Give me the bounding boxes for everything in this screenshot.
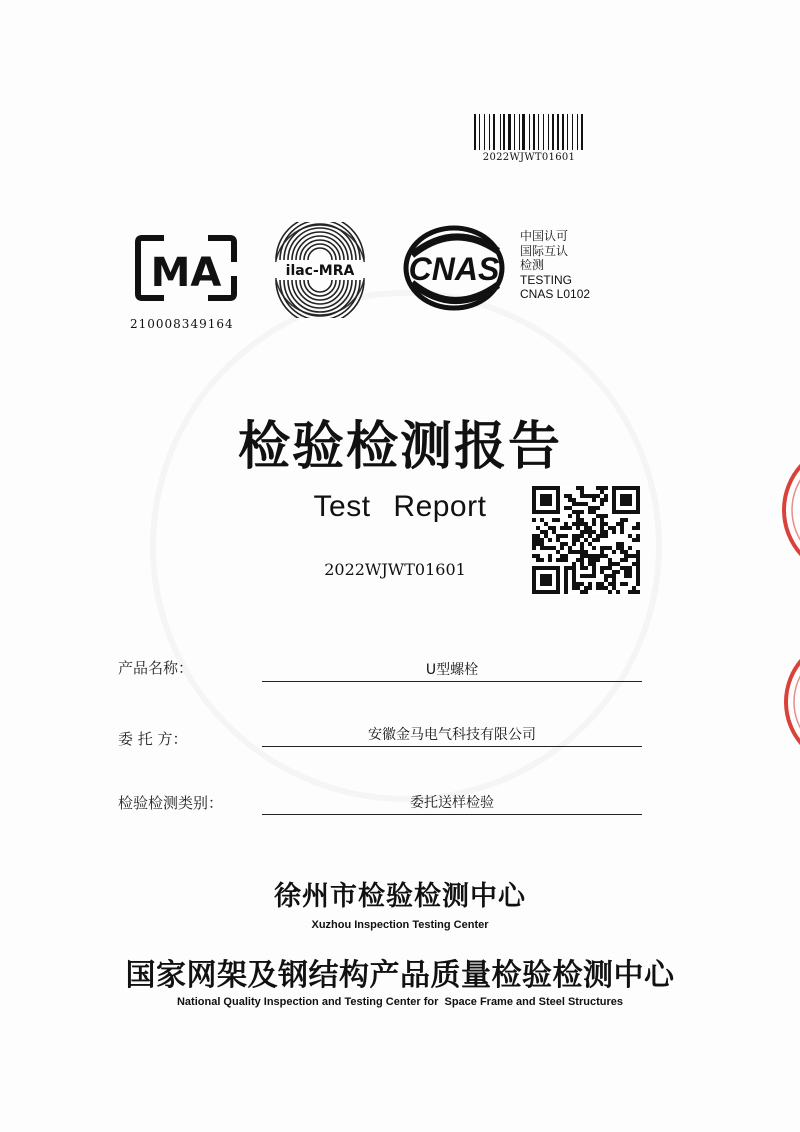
cma-mark-text: MA [150,250,222,296]
cma-number: 210008349164 [130,317,234,331]
qr-code [532,486,640,594]
product-name-value: U型螺栓 [262,659,642,682]
cnas-line: 国际互认 [520,243,569,258]
test-category-value: 委托送样检验 [262,792,642,815]
national-center-english: National Quality Inspection and Testing Center for Space Frame and Steel Structures [176,996,623,1008]
cnas-mark-text: CNAS [408,251,500,287]
client-value: 安徽金马电气科技有限公司 [262,724,642,747]
cnas-line: TESTING [520,272,573,287]
report-title-chinese: 检验检测报告 [237,417,562,477]
cnas-accreditation-text [520,229,590,302]
barcode-number: 2022WJWT01601 [482,152,576,163]
cnas-line: CNAS L0102 [520,287,591,301]
red-seal-lower [764,632,800,772]
red-seal-upper [760,440,800,580]
cnas-line: 检测 [520,258,545,272]
ilac-mra-logo [272,222,368,318]
cnas-logo [402,225,512,311]
report-title-english: Test Report [313,490,487,523]
cnas-line: 中国认可 [520,229,569,243]
barcode [474,114,584,163]
client-label: 委 托 方： [118,730,188,748]
issuer-center-english: Xuzhou Inspection Testing Center [311,919,489,931]
barcode-bars [474,114,584,150]
test-category-label: 检验检测类别： [118,794,224,812]
issuer-center-chinese: 徐州市检验检测中心 [274,881,526,912]
national-center-chinese: 国家网架及钢结构产品质量检验检测中心 [125,958,675,993]
product-name-label: 产品名称： [118,659,194,677]
report-number: 2022WJWT01601 [324,560,466,579]
ilac-mark-text: ilac-MRA [285,263,355,279]
cma-logo [134,232,238,304]
